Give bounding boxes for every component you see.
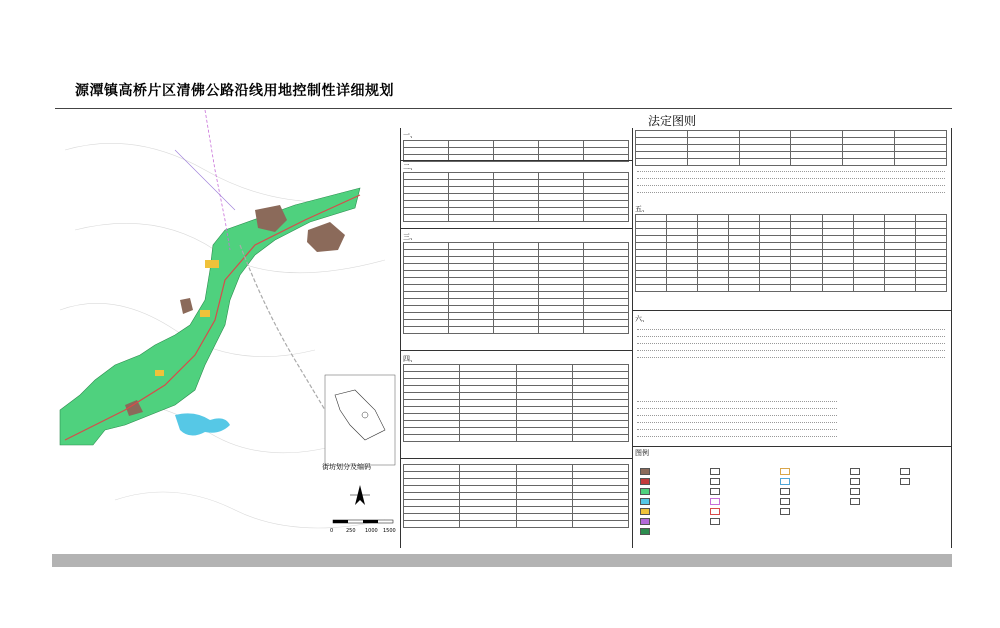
plan-map xyxy=(55,110,400,550)
legend-title: 图例 xyxy=(635,449,649,457)
section-heading-2: 二、 xyxy=(403,163,417,171)
section-heading-4: 四、 xyxy=(403,355,417,363)
inset-map xyxy=(325,375,395,465)
scale-tick-1000: 1000 xyxy=(365,528,378,534)
north-arrow-icon xyxy=(350,485,370,505)
section-heading-6: 六、 xyxy=(635,315,649,323)
water-body xyxy=(175,413,230,435)
bottom-band xyxy=(52,554,952,567)
inset-map-label: 街坊划分及编码 xyxy=(322,463,371,471)
section-heading-1: 一、 xyxy=(403,131,417,139)
legend xyxy=(640,460,940,545)
title-divider xyxy=(55,108,952,109)
village-patch-3 xyxy=(180,298,193,314)
village-patch-2 xyxy=(307,222,345,252)
scale-tick-250: 250 xyxy=(346,528,356,534)
regulation-panel-left xyxy=(400,128,633,548)
scale-tick-0: 0 xyxy=(330,528,334,534)
page-title: 源潭镇高桥片区清佛公路沿线用地控制性详细规划 xyxy=(75,83,394,99)
section-heading-5: 五、 xyxy=(635,205,649,213)
section-heading-3: 三、 xyxy=(403,233,417,241)
statutory-plan-title: 法定图则 xyxy=(648,114,697,128)
scale-bar xyxy=(333,520,393,523)
scale-tick-1500: 1500 xyxy=(383,528,396,534)
